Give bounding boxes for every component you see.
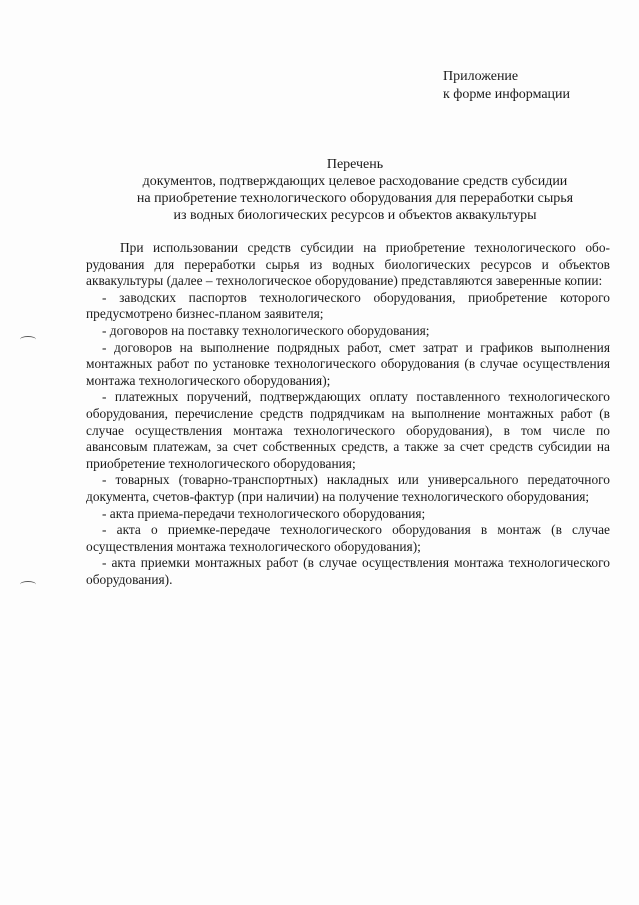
title-line-3: из водных биологических ресурсов и объектов аквакультуры	[173, 208, 537, 223]
intro-paragraph: При использовании средств субсидии на приобретение технологического оборудования для переработки сырья из водных биологических ресурсов и объектов аквакультуры (далее – технологическое оборудование) представляются заверенные копии:	[86, 240, 610, 289]
document-body	[86, 240, 610, 588]
list-item: - акта приема-передачи технологического оборудования;	[102, 505, 426, 521]
title-line-2: на приобретение технологического оборудования для переработки сырья	[136, 191, 574, 206]
list-item: - товарных (товарно-транспортных) накладных или универсального передаточного документа, счетов-фактур (при наличии) на получение технологического оборудования;	[86, 472, 610, 504]
margin-punch-mark-bottom	[20, 581, 36, 588]
title-heading: Перечень	[326, 157, 384, 172]
title-line-1: документов, подтверждающих целевое расходование средств субсидии	[142, 174, 568, 189]
list-item: - платежных поручений, подтверждающих оплату поставленного технологического оборудования, перечисление средств подрядчикам на выполнение монтажных работ (в случае осуществления монтажа технологического оборудования), в том числе по авансовым платежам, за счет собственных средств, а также за счет средств субсидии на приобретение технологического оборудования;	[86, 389, 610, 471]
list-item: - акта о приемке-передаче технологического оборудования в монтаж (в случае осуществления монтажа технологического оборудования);	[86, 522, 610, 554]
list-item: - акта приемки монтажных работ (в случае осуществления монтажа технологического оборудования).	[86, 555, 610, 587]
list-item: - заводских паспортов технологического оборудования, приобретение которого предусмотрено бизнес-планом заявителя;	[86, 289, 610, 322]
appendix-note	[443, 68, 570, 104]
document-title	[0, 156, 639, 224]
margin-punch-mark-top	[20, 336, 36, 343]
list-item: - договоров на выполнение подрядных работ, смет затрат и графиков выполнения монтажных работ по установке технологического оборудования (в случае осуществления монтажа технологического оборудования);	[86, 339, 610, 388]
list-item: - договоров на поставку технологического оборудования;	[102, 322, 430, 338]
appendix-line-2: к форме информации	[443, 87, 571, 102]
appendix-line-1: Приложение	[443, 69, 519, 84]
